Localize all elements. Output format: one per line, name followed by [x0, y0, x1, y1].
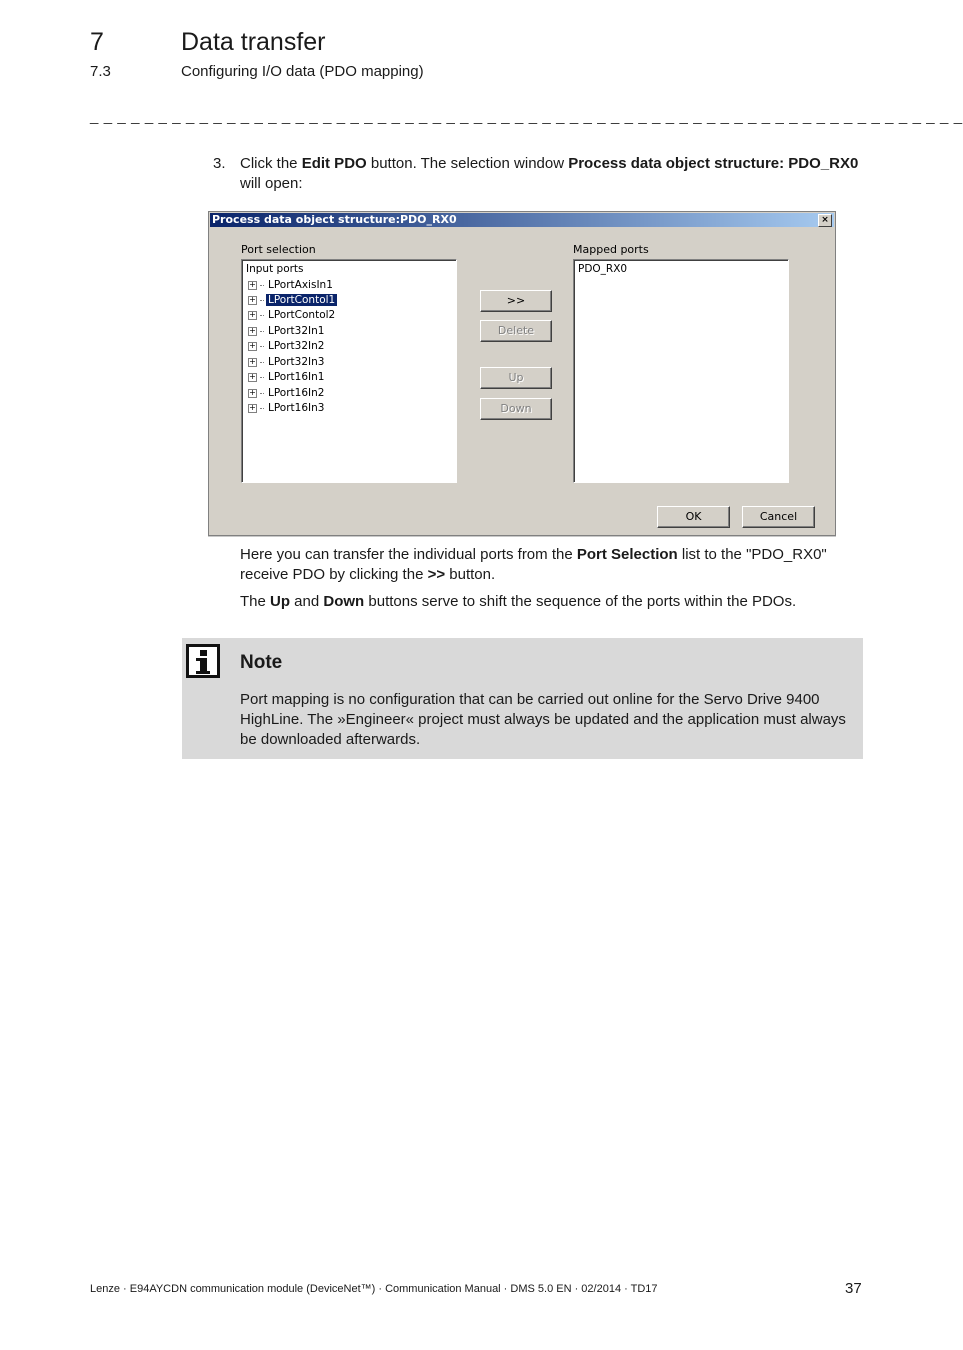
para2-bold-up: Up [270, 593, 291, 610]
para1-bold-port-selection: Port Selection [576, 546, 678, 563]
tree-connector [260, 377, 264, 378]
para2-bold-down: Down [323, 593, 365, 610]
ok-button[interactable]: OK [657, 506, 730, 528]
para1-text-2: list to the "PDO_RX0" receive PDO by clicking the [240, 546, 827, 583]
tree-connector [260, 393, 264, 394]
tree-item-label: LPort16In3 [268, 402, 325, 414]
mapped-ports-list[interactable] [573, 259, 789, 483]
para2-text-3: buttons serve to shift the sequence of the ports within the PDOs. [364, 593, 797, 610]
expand-icon[interactable]: + [249, 309, 256, 319]
expand-icon[interactable]: + [249, 387, 256, 397]
tree-item[interactable] [248, 386, 326, 400]
step-text-2: button. The selection window [366, 155, 569, 172]
step-text [240, 154, 860, 194]
tree-item-label: LPortContol1 [268, 294, 336, 306]
tree-item-label: LPortAxisIn1 [268, 279, 333, 291]
paragraph-transfer-ports [240, 545, 862, 585]
tree-item[interactable] [248, 355, 326, 369]
step-bold-edit-pdo: Edit PDO [301, 155, 367, 172]
tree-root-input-ports[interactable]: Input ports [246, 263, 304, 275]
tree-item-label: LPort16In2 [268, 387, 325, 399]
tree-item-label: LPort32In2 [268, 340, 325, 352]
para2-text-1: The [240, 593, 271, 610]
info-icon [186, 644, 220, 678]
tree-connector [260, 331, 264, 332]
tree-item-label: LPort32In3 [268, 356, 325, 368]
expand-icon[interactable]: + [249, 279, 256, 289]
tree-item-label: LPortContol2 [268, 309, 336, 321]
expand-icon[interactable]: + [249, 325, 256, 335]
pdo-structure-dialog [208, 211, 836, 536]
paragraph-up-down [240, 592, 862, 612]
para1-text-3: button. [445, 566, 496, 583]
tree-connector [260, 362, 264, 363]
tree-item[interactable] [248, 324, 326, 338]
delete-button[interactable]: Delete [480, 320, 552, 342]
up-button[interactable]: Up [480, 367, 552, 389]
note-box [182, 638, 863, 759]
note-title: Note [240, 652, 283, 673]
down-button[interactable]: Down [480, 398, 552, 420]
chapter-title: Data transfer [181, 28, 326, 56]
section-number: 7.3 [90, 63, 111, 80]
dialog-underline [208, 536, 836, 537]
tree-connector [260, 346, 264, 347]
port-selection-tree[interactable] [241, 259, 457, 483]
step-text-3: will open: [240, 175, 303, 192]
para2-text-2: and [290, 593, 324, 610]
note-text: Port mapping is no configuration that can be carried out online for the Servo Drive 9400 HighLine. The »Engineer« project must always be updated and the application must always be downloaded afterwards. [240, 691, 846, 748]
port-selection-label: Port selection [241, 243, 316, 256]
step-text-1: Click the [240, 155, 302, 172]
step-bold-window-name: Process data object structure: PDO_RX0 [568, 155, 859, 172]
expand-icon[interactable]: + [249, 356, 256, 366]
tree-connector [260, 408, 264, 409]
tree-connector [260, 300, 264, 301]
header-divider: _ _ _ _ _ _ _ _ _ _ _ _ _ _ _ _ _ _ _ _ _ _ _ _ _ _ _ _ _ _ _ _ _ _ _ _ _ _ _ _ _ _ _ _ _ _ _ _ _ _ _ _ _ _ _ _ _ _ _ _ _ _ _ _ [90, 108, 963, 125]
para1-text-1: Here you can transfer the individual ports from the [240, 546, 577, 563]
mapped-item-pdo-rx0[interactable]: PDO_RX0 [578, 263, 628, 275]
section-title: Configuring I/O data (PDO mapping) [181, 63, 424, 80]
add-port-button[interactable]: >> [480, 290, 552, 312]
chapter-number: 7 [90, 28, 104, 56]
tree-item[interactable] [248, 339, 326, 353]
tree-connector [260, 315, 264, 316]
dialog-titlebar [210, 213, 834, 227]
tree-item[interactable] [248, 370, 326, 384]
cancel-button[interactable]: Cancel [742, 506, 815, 528]
tree-item[interactable] [248, 308, 337, 322]
tree-item-label: LPort16In1 [268, 371, 325, 383]
dialog-title: Process data object structure:PDO_RX0 [212, 213, 457, 226]
para1-bold-arrows: >> [427, 566, 446, 583]
expand-icon[interactable]: + [249, 402, 256, 412]
expand-icon[interactable]: + [249, 371, 256, 381]
step-number: 3. [213, 155, 226, 172]
page-number: 37 [845, 1280, 862, 1297]
expand-icon[interactable]: + [249, 294, 256, 304]
mapped-ports-label: Mapped ports [573, 243, 649, 256]
tree-item-selected[interactable] [248, 293, 337, 307]
expand-icon[interactable]: + [249, 340, 256, 350]
tree-item-label: LPort32In1 [268, 325, 325, 337]
close-icon[interactable]: × [818, 214, 832, 227]
tree-item[interactable] [248, 278, 335, 292]
tree-item[interactable] [248, 401, 326, 415]
footer-doc-info: Lenze · E94AYCDN communication module (DeviceNet™) · Communication Manual · DMS 5.0 EN · 02/2014 · TD17 [90, 1283, 658, 1295]
tree-connector [260, 285, 264, 286]
